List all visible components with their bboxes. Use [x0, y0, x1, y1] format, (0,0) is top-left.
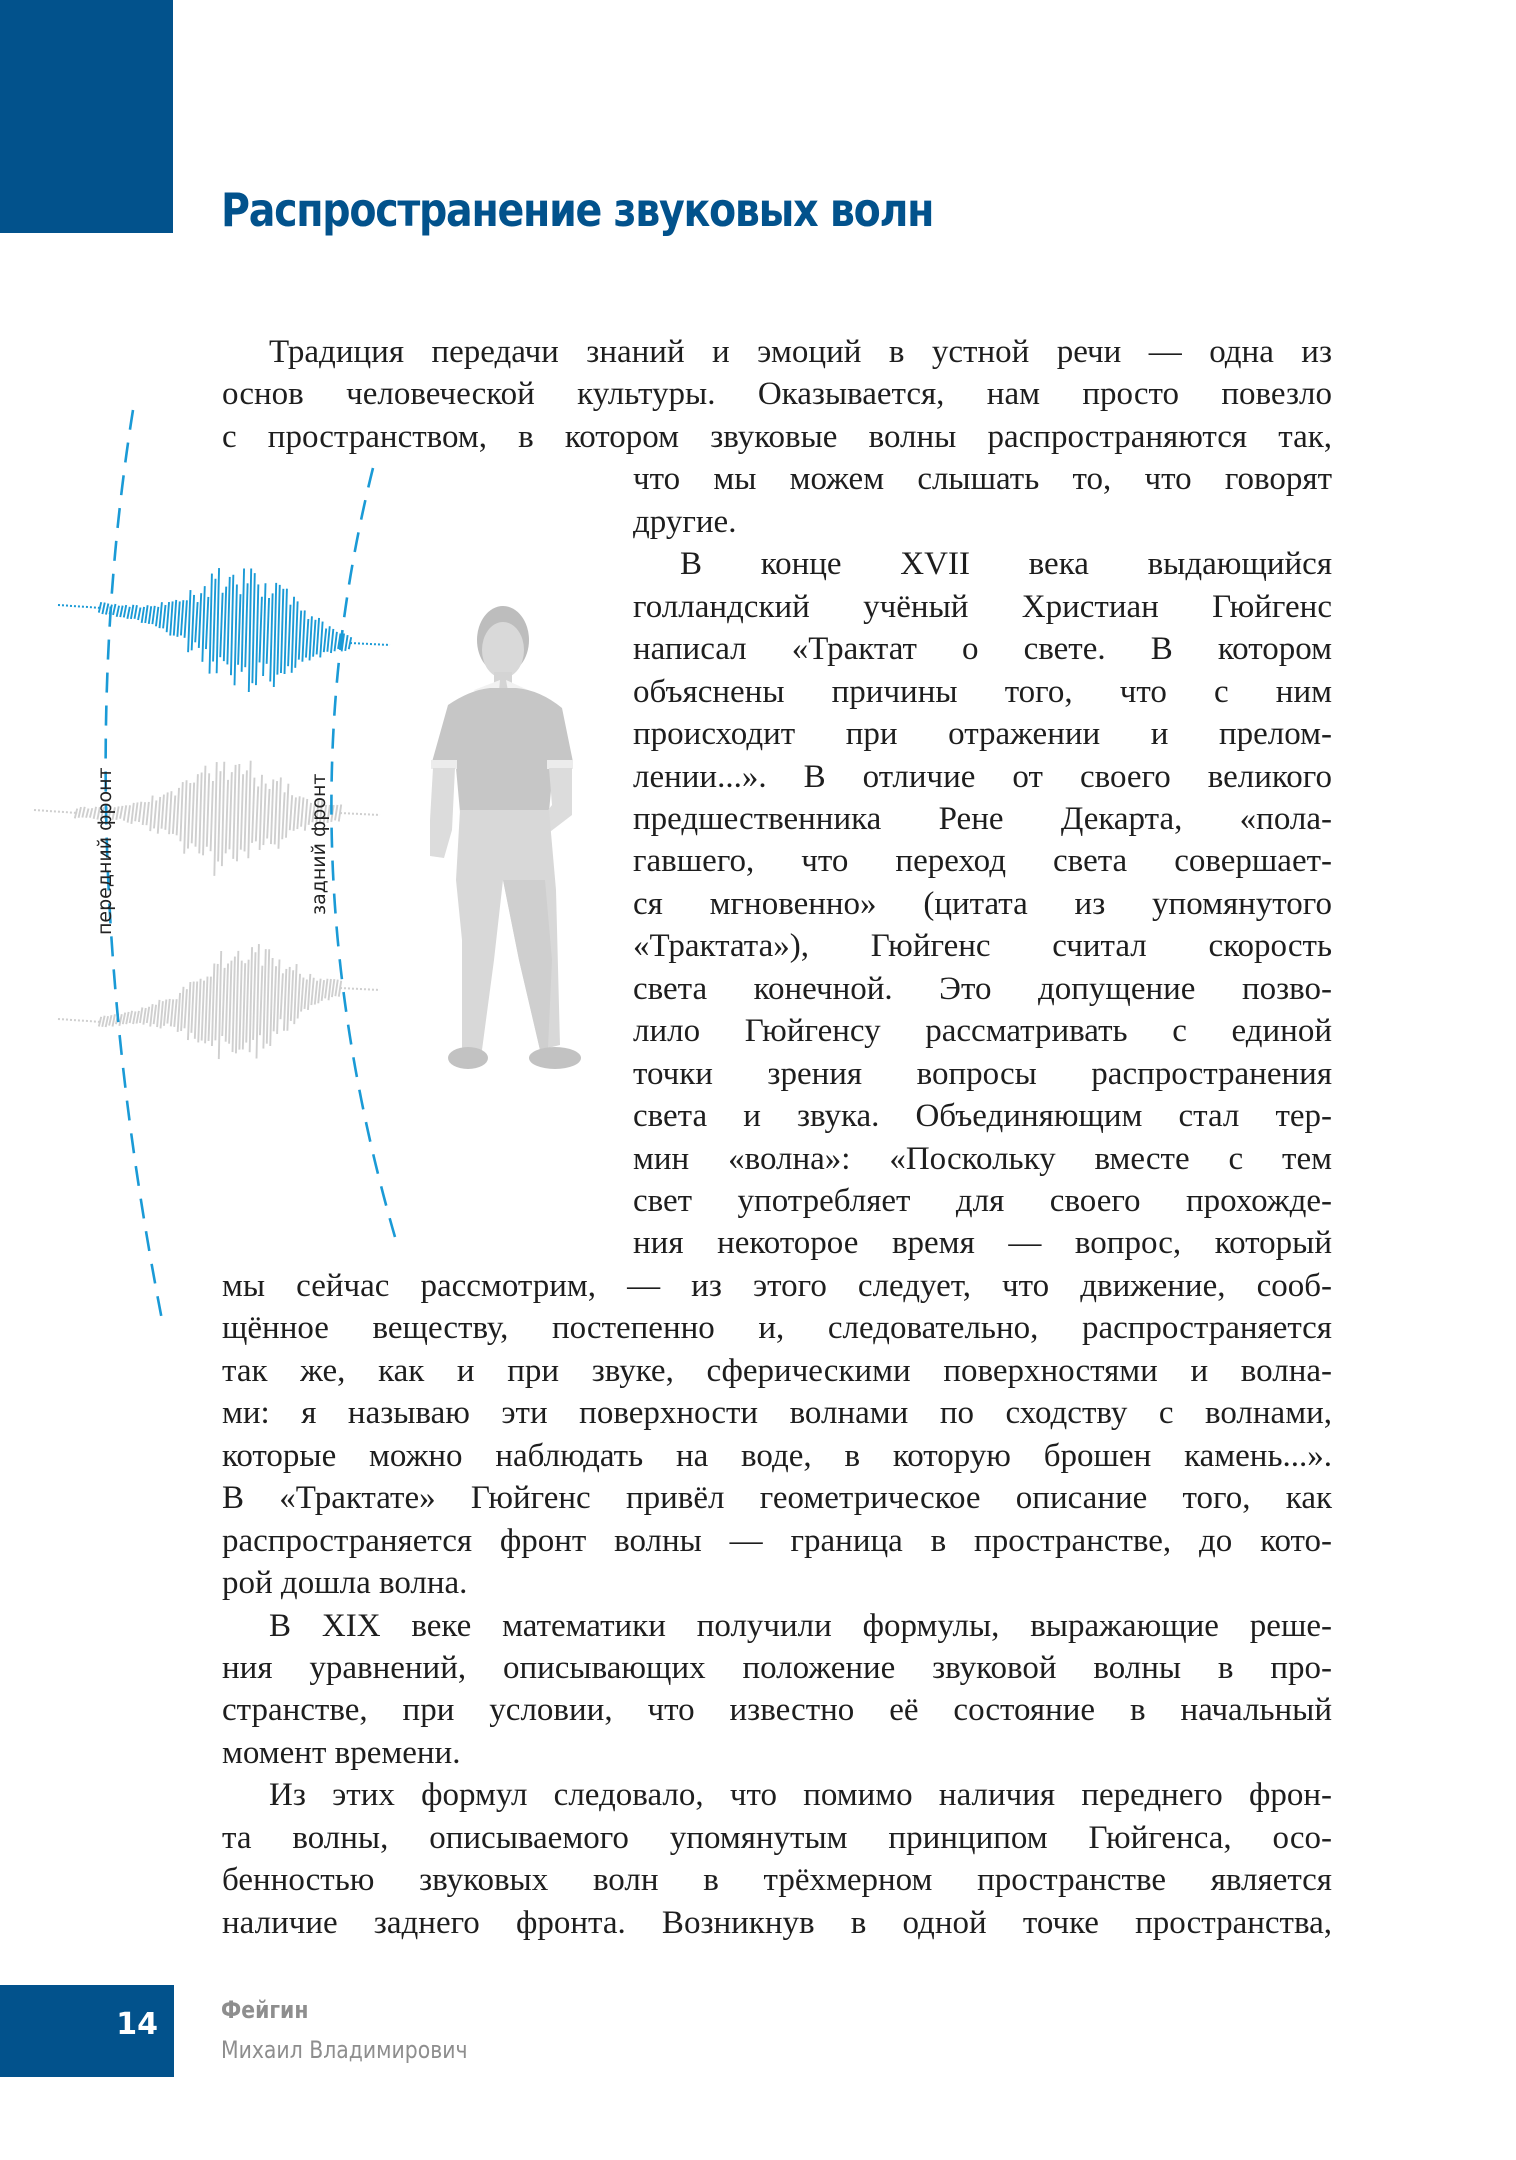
wave-stroke — [260, 775, 262, 850]
sound-waves — [34, 568, 390, 1059]
wave-stroke — [271, 779, 273, 844]
wave-stroke — [184, 780, 186, 853]
wave-stroke — [305, 980, 307, 1009]
wave-stroke — [311, 978, 313, 1005]
wave-stroke — [120, 606, 122, 617]
wave-stroke — [135, 605, 137, 619]
text-line: та волны, описываемого упомянутым принципом Гюйгенса, осо- — [222, 1819, 1332, 1856]
wave-stroke — [241, 774, 243, 850]
wave-stroke — [126, 1012, 128, 1024]
page-title: Распространение звуковых волн — [221, 183, 934, 237]
wave-stroke — [135, 802, 137, 821]
wave-stroke — [163, 605, 165, 628]
wave-stroke — [257, 944, 259, 1058]
wave-stroke — [315, 981, 317, 1005]
wave-stroke — [256, 584, 258, 685]
author-last-name: Фейгин — [221, 1996, 309, 2024]
wave-stroke — [297, 796, 299, 829]
wave-stroke — [99, 602, 101, 612]
wave-stroke — [120, 806, 122, 819]
wave-stroke — [210, 574, 212, 674]
wave-stroke — [99, 1017, 101, 1027]
text-line: которые можно наблюдать на воде, в которую брошен камень...». — [222, 1437, 1332, 1474]
wave-stroke — [154, 1005, 156, 1024]
text-line: В конце XVII века выдающийся — [680, 546, 1332, 583]
wave-stroke — [170, 601, 172, 635]
wave-stroke — [192, 783, 194, 844]
text-line: «Трактата»), Гюйгенс считал скорость — [633, 928, 1332, 965]
wave-stroke — [301, 797, 303, 826]
wave-stroke — [320, 622, 322, 658]
wave-stroke — [102, 603, 104, 615]
wave-stroke — [86, 809, 88, 818]
wave-stroke — [238, 594, 240, 665]
wave-stroke — [79, 807, 81, 818]
wave-stroke — [332, 979, 334, 997]
wave-stroke — [130, 1011, 132, 1023]
wave-stroke — [292, 597, 294, 673]
wave-stroke — [335, 632, 337, 651]
text-line: написал «Трактат о свете. В котором — [633, 631, 1332, 668]
wave-stroke — [327, 626, 329, 651]
text-line: происходит при отражении и прелом- — [633, 716, 1332, 753]
wave-stroke — [298, 974, 300, 1019]
text-line: предшественника Рене Декарта, «пола- — [633, 800, 1332, 837]
wave-stroke — [214, 762, 216, 876]
wave-stroke — [317, 618, 319, 654]
wave-stroke — [180, 782, 182, 841]
text-line: ми: я называю эти поверхности волнами по сходству с волнами, — [222, 1395, 1332, 1432]
wave-stroke — [205, 977, 207, 1044]
wave-stroke — [263, 784, 265, 846]
text-line: света и звука. Объединяющим стал тер- — [633, 1098, 1332, 1135]
wave-stroke — [177, 788, 179, 835]
wave-stroke — [310, 616, 312, 660]
text-line: гавшего, что переход света совершает- — [633, 843, 1332, 880]
front-wavefront-label: передний фронт — [94, 767, 116, 935]
wave-stroke — [274, 583, 276, 687]
wave-stroke — [213, 579, 215, 662]
wave-stroke — [167, 999, 169, 1024]
wave-stroke — [169, 791, 171, 834]
wave-stroke — [212, 963, 214, 1045]
wave-stroke — [246, 960, 248, 1043]
wave-stroke — [302, 610, 304, 661]
wave-stroke — [263, 583, 265, 676]
author-first-names: Михаил Владимирович — [221, 2036, 468, 2064]
wave-stroke — [226, 963, 228, 1041]
wave-stroke — [349, 637, 351, 649]
wave-stroke — [150, 1004, 152, 1026]
wave-stroke — [281, 973, 283, 1019]
wave-stroke — [242, 569, 244, 672]
wave-stroke — [127, 607, 129, 619]
wave-stroke — [306, 619, 308, 658]
wave-stroke — [260, 966, 262, 1035]
wave-stroke — [146, 802, 148, 825]
wave-stroke — [229, 961, 231, 1044]
text-line: лило Гюйгенсу рассматривать с единой — [633, 1013, 1332, 1050]
wave-stroke — [335, 805, 337, 820]
wave-stroke — [173, 796, 175, 834]
wave-stroke — [260, 597, 262, 663]
wave-stroke — [124, 605, 126, 617]
wave-stroke — [237, 764, 239, 861]
wave-stroke — [281, 589, 283, 673]
wave-stroke — [140, 1007, 142, 1022]
person-icon — [430, 606, 581, 1069]
wave-stroke — [284, 969, 286, 1031]
wave-stroke — [137, 1011, 139, 1024]
wave-stroke — [207, 773, 209, 846]
wave-stroke — [299, 611, 301, 660]
wave-stroke — [119, 1014, 121, 1026]
wave-stroke — [113, 1014, 115, 1026]
wave-stroke — [324, 628, 326, 652]
text-line: основ человеческой культуры. Оказывается, нам просто повезло — [222, 376, 1332, 413]
wave-stroke — [229, 772, 231, 849]
wave-stroke — [145, 605, 147, 623]
wave-stroke — [233, 957, 235, 1053]
wave-stroke — [256, 786, 258, 841]
wave-stroke — [318, 979, 320, 1004]
wave-stroke — [198, 979, 200, 1043]
wave-stroke — [157, 1000, 159, 1027]
wave-stroke — [294, 964, 296, 1024]
wave-stroke — [267, 789, 269, 839]
text-line: с пространством, в котором звуковые волны распространяются так, — [222, 418, 1332, 455]
wave-stroke — [339, 981, 341, 997]
wave-stroke — [174, 600, 176, 636]
text-line: распространяется фронт волны — граница в пространстве, до кото- — [222, 1522, 1332, 1559]
wave-stroke — [131, 803, 133, 824]
page-number-block — [0, 1985, 174, 2077]
wave-stroke — [191, 982, 193, 1033]
wave-stroke — [239, 961, 241, 1050]
wave-stroke — [220, 593, 222, 657]
wave-stroke — [335, 980, 337, 997]
text-line: ния уравнений, описывающих положение звуковой волны в про- — [222, 1649, 1332, 1686]
back-wavefront-line — [331, 468, 395, 1237]
text-line: В «Трактате» Гюйгенс привёл геометрическое описание того, как — [222, 1480, 1332, 1517]
wave-stroke — [305, 799, 307, 831]
wave-stroke — [263, 949, 265, 1048]
wave-stroke — [143, 802, 145, 825]
wave-stroke — [171, 999, 173, 1026]
wave-stroke — [90, 808, 92, 817]
wave-stroke — [253, 952, 255, 1040]
wave-stroke — [224, 587, 226, 661]
text-line: Из этих формул следовало, что помимо наличия переднего фрон- — [269, 1777, 1332, 1814]
text-line: объяснены причины того, что с ним — [633, 673, 1332, 710]
text-line: мин «волна»: «Поскольку вместе с тем — [633, 1140, 1332, 1177]
wave-stroke — [178, 993, 180, 1032]
wave-stroke — [185, 600, 187, 638]
wave-stroke — [329, 979, 331, 1000]
wave-stroke — [233, 765, 235, 859]
wave-stroke — [278, 777, 280, 848]
wave-stroke — [267, 598, 269, 664]
wave-stroke — [245, 583, 247, 667]
wave-stroke — [164, 1000, 166, 1026]
text-line: голландский учёный Христиан Гюйгенс — [633, 588, 1332, 625]
wave-stroke — [188, 590, 190, 652]
wave-stroke — [75, 809, 77, 819]
wave-stroke — [158, 797, 160, 834]
wave-stroke — [106, 1016, 108, 1027]
text-line: щённое веществу, постепенно и, следовательно, распространяется — [222, 1310, 1332, 1347]
wave-stroke — [275, 781, 277, 844]
wave-stroke — [192, 595, 194, 650]
wave-stroke — [231, 575, 233, 675]
text-line: В XIX веке математики получили формулы, выражающие реше- — [269, 1607, 1332, 1644]
wave-stroke — [152, 606, 154, 624]
wave-propagation-figure — [0, 380, 620, 1360]
wave-stroke — [181, 987, 183, 1031]
wave-stroke — [270, 593, 272, 681]
wave-stroke — [199, 593, 201, 648]
wave-stroke — [235, 584, 237, 685]
wave-stroke — [252, 778, 254, 843]
text-line: бенностью звуковых волн в трёхмерном пространстве является — [222, 1862, 1332, 1899]
wave-stroke — [133, 1011, 135, 1024]
wave-stroke — [209, 977, 211, 1041]
wave-stroke — [117, 606, 119, 617]
wave-stroke — [290, 795, 292, 830]
text-line: другие. — [633, 503, 737, 540]
text-line: Традиция передачи знаний и эмоций в устной речи — одна из — [269, 334, 1332, 370]
wave-stroke — [277, 585, 279, 675]
wave-stroke — [222, 968, 224, 1036]
wave-stroke — [160, 602, 162, 628]
wave-stroke — [285, 589, 287, 674]
wave-stroke — [143, 1008, 145, 1025]
wave-stroke — [243, 963, 245, 1049]
wave-stroke — [161, 1001, 163, 1028]
wave-stroke — [128, 805, 130, 822]
wave-stroke — [227, 577, 229, 665]
wave-stroke — [218, 771, 220, 861]
wave-stroke — [215, 964, 217, 1040]
text-line: наличие заднего фронта. Возникнув в одной точке пространства, — [222, 1904, 1332, 1941]
wave-stroke — [252, 573, 254, 683]
text-line: света конечной. Это допущение позво- — [633, 970, 1332, 1007]
wave-stroke — [331, 629, 333, 653]
wave-stroke — [102, 1016, 104, 1027]
wave-stroke — [222, 762, 224, 866]
wave-stroke — [277, 959, 279, 1033]
wave-stroke — [123, 1013, 125, 1025]
text-line: свет употребляет для своего прохожде- — [633, 1183, 1332, 1219]
text-line: рой дошла волна. — [222, 1565, 468, 1602]
wave-stroke — [188, 783, 190, 849]
wave-stroke — [288, 605, 290, 666]
wave-stroke — [138, 608, 140, 620]
wave-stroke — [325, 979, 327, 999]
wave-stroke — [109, 1015, 111, 1025]
wave-stroke — [142, 607, 144, 623]
text-line: момент времени. — [222, 1734, 461, 1771]
wave-stroke — [339, 804, 341, 821]
header-color-block — [0, 0, 173, 233]
wave-stroke — [286, 784, 288, 838]
wave-stroke — [174, 999, 176, 1027]
wave-stroke — [236, 951, 238, 1053]
wave-stroke — [162, 795, 164, 829]
wave-stroke — [124, 805, 126, 820]
wave-stroke — [116, 806, 118, 819]
wave-stroke — [167, 602, 169, 632]
wave-stroke — [245, 770, 247, 851]
text-line: странстве, при условии, что известно её состояние в начальный — [222, 1692, 1332, 1729]
wave-stroke — [139, 802, 141, 822]
text-line: точки зрения вопросы распространения — [633, 1055, 1332, 1092]
wave-stroke — [249, 568, 251, 692]
wave-stroke — [195, 774, 197, 846]
wave-stroke — [211, 781, 213, 851]
wave-stroke — [282, 792, 284, 839]
back-wave-packet — [58, 944, 380, 1059]
wave-stroke — [185, 989, 187, 1028]
wave-stroke — [226, 780, 228, 854]
wave-stroke — [82, 807, 84, 818]
wave-stroke — [206, 597, 208, 649]
wave-stroke — [202, 981, 204, 1041]
wave-stroke — [345, 635, 347, 651]
wave-stroke — [106, 604, 108, 615]
wave-stroke — [294, 797, 296, 830]
wave-stroke — [248, 761, 250, 859]
wave-stroke — [203, 766, 205, 856]
wave-stroke — [202, 586, 204, 662]
page-number: 14 — [116, 2007, 158, 2042]
wave-stroke — [181, 600, 183, 635]
text-line: ся мгновенно» (цитата из упомянутого — [633, 885, 1332, 922]
wave-stroke — [177, 601, 179, 636]
wave-stroke — [147, 1007, 149, 1023]
text-line: лении...». В отличие от своего великого — [633, 758, 1332, 795]
wave-stroke — [295, 601, 297, 667]
text-line: мы сейчас рассмотрим, — из этого следует, что движение, сооб- — [222, 1267, 1332, 1304]
wave-stroke — [195, 602, 197, 642]
wave-stroke — [217, 568, 219, 673]
text-line: ния некоторое время — вопрос, который — [633, 1225, 1332, 1262]
wave-stroke — [322, 980, 324, 1001]
text-line: что мы можем слышать то, что говорят — [633, 461, 1332, 498]
wave-stroke — [188, 982, 190, 1040]
wave-stroke — [270, 958, 272, 1046]
wave-stroke — [199, 773, 201, 854]
wave-stroke — [287, 967, 289, 1031]
wave-stroke — [267, 949, 269, 1043]
wave-stroke — [131, 605, 133, 619]
wave-stroke — [308, 974, 310, 1010]
wave-stroke — [274, 966, 276, 1031]
wave-stroke — [156, 607, 158, 626]
wave-stroke — [313, 620, 315, 657]
text-line: так же, как и при звуке, сферическими поверхностями и волна- — [222, 1352, 1332, 1389]
wave-stroke — [165, 792, 167, 829]
wave-stroke — [291, 970, 293, 1021]
wave-stroke — [150, 796, 152, 832]
wave-stroke — [154, 800, 156, 828]
wave-stroke — [113, 604, 115, 615]
wave-stroke — [219, 951, 221, 1059]
wave-stroke — [301, 978, 303, 1012]
wave-stroke — [250, 947, 252, 1052]
wave-stroke — [149, 606, 151, 624]
wave-stroke — [195, 981, 197, 1038]
back-wavefront-label: задний фронт — [308, 773, 330, 915]
